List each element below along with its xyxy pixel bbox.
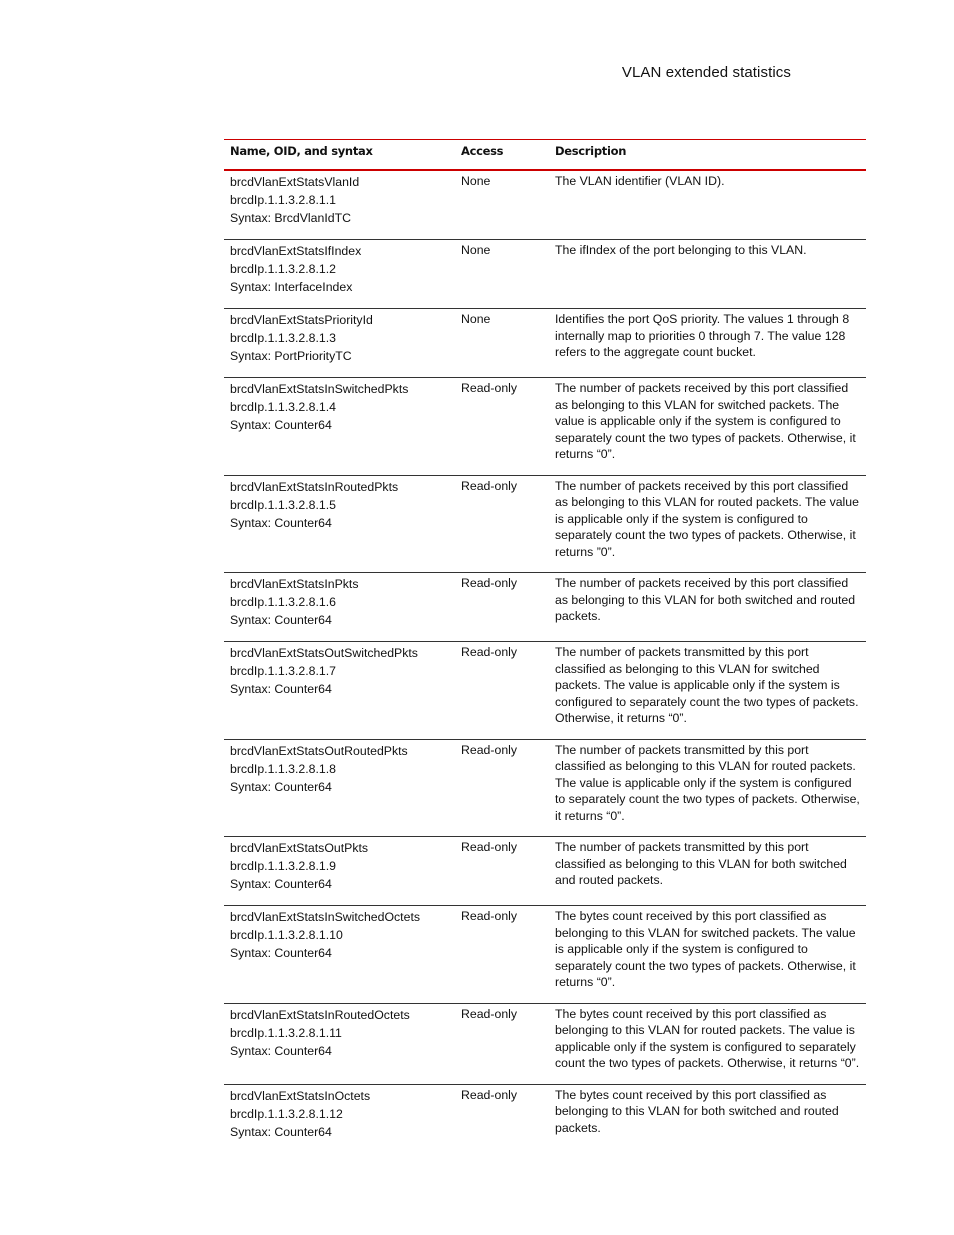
name-oid-syntax-cell — [224, 573, 455, 642]
object-syntax: Syntax: Counter64 — [230, 613, 332, 627]
access-cell: None — [455, 309, 549, 378]
object-oid: brcdIp.1.1.3.2.8.1.9 — [230, 859, 336, 873]
name-oid-syntax-cell — [224, 240, 455, 309]
description-cell: The VLAN identifier (VLAN ID). — [549, 170, 866, 240]
object-oid: brcdIp.1.1.3.2.8.1.11 — [230, 1025, 342, 1040]
table-row — [224, 1084, 866, 1153]
name-oid-syntax-cell — [224, 1003, 455, 1084]
object-name: brcdVlanExtStatsInSwitchedPkts — [230, 382, 409, 396]
name-oid-syntax-cell — [224, 642, 455, 740]
mib-object-table — [224, 139, 866, 1153]
object-name: brcdVlanExtStatsIfIndex — [230, 244, 362, 258]
access-cell: Read-only — [455, 573, 549, 642]
name-oid-syntax-cell — [224, 906, 455, 1004]
table-row — [224, 573, 866, 642]
object-oid: brcdIp.1.1.3.2.8.1.3 — [230, 331, 336, 345]
description-cell: The bytes count received by this port classified as belonging to this VLAN for routed packets. The value is applicable only if the system is configured to separately count the two types of packets. Otherwise, it returns “0”. — [549, 1003, 866, 1084]
table-header-row — [224, 140, 866, 171]
object-syntax: Syntax: Counter64 — [230, 515, 332, 530]
column-header-access: Access — [455, 140, 549, 171]
table-row — [224, 309, 866, 378]
table-row — [224, 240, 866, 309]
object-name: brcdVlanExtStatsOutPkts — [230, 841, 369, 855]
access-cell: Read-only — [455, 906, 549, 1004]
column-header-description: Description — [549, 140, 866, 171]
access-cell: Read-only — [461, 1087, 518, 1102]
object-name: brcdVlanExtStatsInSwitchedOctets — [230, 910, 421, 924]
object-oid: brcdIp.1.1.3.2.8.1.4 — [230, 400, 336, 414]
object-oid: brcdIp.1.1.3.2.8.1.6 — [230, 595, 336, 609]
description-cell: The number of packets received by this port classified as belonging to this VLAN for both switched and routed packets. — [549, 573, 866, 642]
description-cell: The number of packets transmitted by this port classified as belonging to this VLAN for routed packets. The value is applicable only if the system is configured to separately count the two types of packets. Otherwise, it returns “0”. — [549, 739, 866, 837]
running-header-title: VLAN extended statistics — [621, 64, 791, 81]
object-syntax: Syntax: Counter64 — [230, 779, 332, 794]
object-oid: brcdIp.1.1.3.2.8.1.10 — [230, 928, 343, 942]
name-oid-syntax-cell — [224, 378, 455, 476]
table-row — [224, 906, 866, 1004]
object-name: brcdVlanExtStatsPriorityId — [230, 313, 373, 327]
object-syntax: Syntax: BrcdVlanIdTC — [230, 211, 351, 225]
table-row — [224, 170, 866, 240]
object-name: brcdVlanExtStatsVlanId — [230, 175, 360, 189]
object-oid: brcdIp.1.1.3.2.8.1.12 — [230, 1106, 343, 1121]
access-cell: Read-only — [455, 475, 549, 573]
table-row — [224, 1003, 866, 1084]
object-oid: brcdIp.1.1.3.2.8.1.1 — [230, 193, 336, 207]
object-oid: brcdIp.1.1.3.2.8.1.7 — [230, 664, 336, 678]
access-cell: Read-only — [455, 837, 549, 906]
table-row — [224, 739, 866, 837]
object-syntax: Syntax: Counter64 — [230, 1124, 332, 1139]
access-cell: None — [455, 170, 549, 240]
description-cell: The number of packets received by this port classified as belonging to this VLAN for switched packets. The value is applicable only if the system is configured to separately count the two types of packets. Otherwise, it returns “0”. — [549, 378, 866, 476]
column-header-name: Name, OID, and syntax — [224, 140, 455, 171]
object-name: brcdVlanExtStatsOutSwitchedPkts — [230, 646, 418, 660]
description-cell: The number of packets transmitted by this port classified as belonging to this VLAN for both switched and routed packets. — [549, 837, 866, 906]
name-oid-syntax-cell — [224, 1084, 455, 1153]
name-oid-syntax-cell — [224, 739, 455, 837]
object-name: brcdVlanExtStatsInOctets — [230, 1088, 371, 1103]
object-syntax: Syntax: InterfaceIndex — [230, 280, 353, 294]
object-syntax: Syntax: Counter64 — [230, 1043, 332, 1058]
object-syntax: Syntax: Counter64 — [230, 418, 332, 432]
access-cell: Read-only — [455, 642, 549, 740]
table-row — [224, 642, 866, 740]
description-cell: The bytes count received by this port classified as belonging to this VLAN for switched packets. The value is applicable only if the system is configured to separately count the two types of packets. Otherwise, it returns “0”. — [549, 906, 866, 1004]
name-oid-syntax-cell — [224, 837, 455, 906]
object-oid: brcdIp.1.1.3.2.8.1.5 — [230, 497, 336, 512]
object-syntax: Syntax: Counter64 — [230, 682, 332, 696]
table-body — [224, 170, 866, 1153]
table-row — [224, 475, 866, 573]
table-row — [224, 837, 866, 906]
name-oid-syntax-cell — [224, 475, 455, 573]
access-cell: Read-only — [455, 739, 549, 837]
object-syntax: Syntax: Counter64 — [230, 877, 332, 891]
access-cell: Read-only — [455, 378, 549, 476]
object-syntax: Syntax: PortPriorityTC — [230, 349, 352, 363]
object-name: brcdVlanExtStatsOutRoutedPkts — [230, 743, 408, 758]
table-row — [224, 378, 866, 476]
name-oid-syntax-cell — [224, 309, 455, 378]
description-cell: Identifies the port QoS priority. The values 1 through 8 internally map to priorities 0 through 7. The value 128 refers to the aggregate count bucket. — [549, 309, 866, 378]
object-name: brcdVlanExtStatsInPkts — [230, 577, 359, 591]
name-oid-syntax-cell — [224, 170, 455, 240]
object-oid: brcdIp.1.1.3.2.8.1.2 — [230, 262, 336, 276]
object-syntax: Syntax: Counter64 — [230, 946, 332, 960]
object-name: brcdVlanExtStatsInRoutedPkts — [230, 479, 399, 494]
description-cell: The ifIndex of the port belonging to this VLAN. — [549, 240, 866, 309]
access-cell: None — [455, 240, 549, 309]
access-cell: Read-only — [455, 1003, 549, 1084]
table-header — [224, 140, 866, 171]
object-name: brcdVlanExtStatsInRoutedOctets — [230, 1007, 410, 1022]
description-cell: The number of packets received by this port classified as belonging to this VLAN for routed packets. The value is applicable only if the system is configured to separately count the two types of packets. Otherwise, it returns ”0”. — [549, 475, 866, 573]
description-cell: The number of packets transmitted by this port classified as belonging to this VLAN for switched packets. The value is applicable only if the system is configured to separately count the two types of packets. Otherwise, it returns “0”. — [549, 642, 866, 740]
object-oid: brcdIp.1.1.3.2.8.1.8 — [230, 761, 336, 776]
description-cell: The bytes count received by this port classified as belonging to this VLAN for both switched and routed packets. — [555, 1087, 839, 1135]
